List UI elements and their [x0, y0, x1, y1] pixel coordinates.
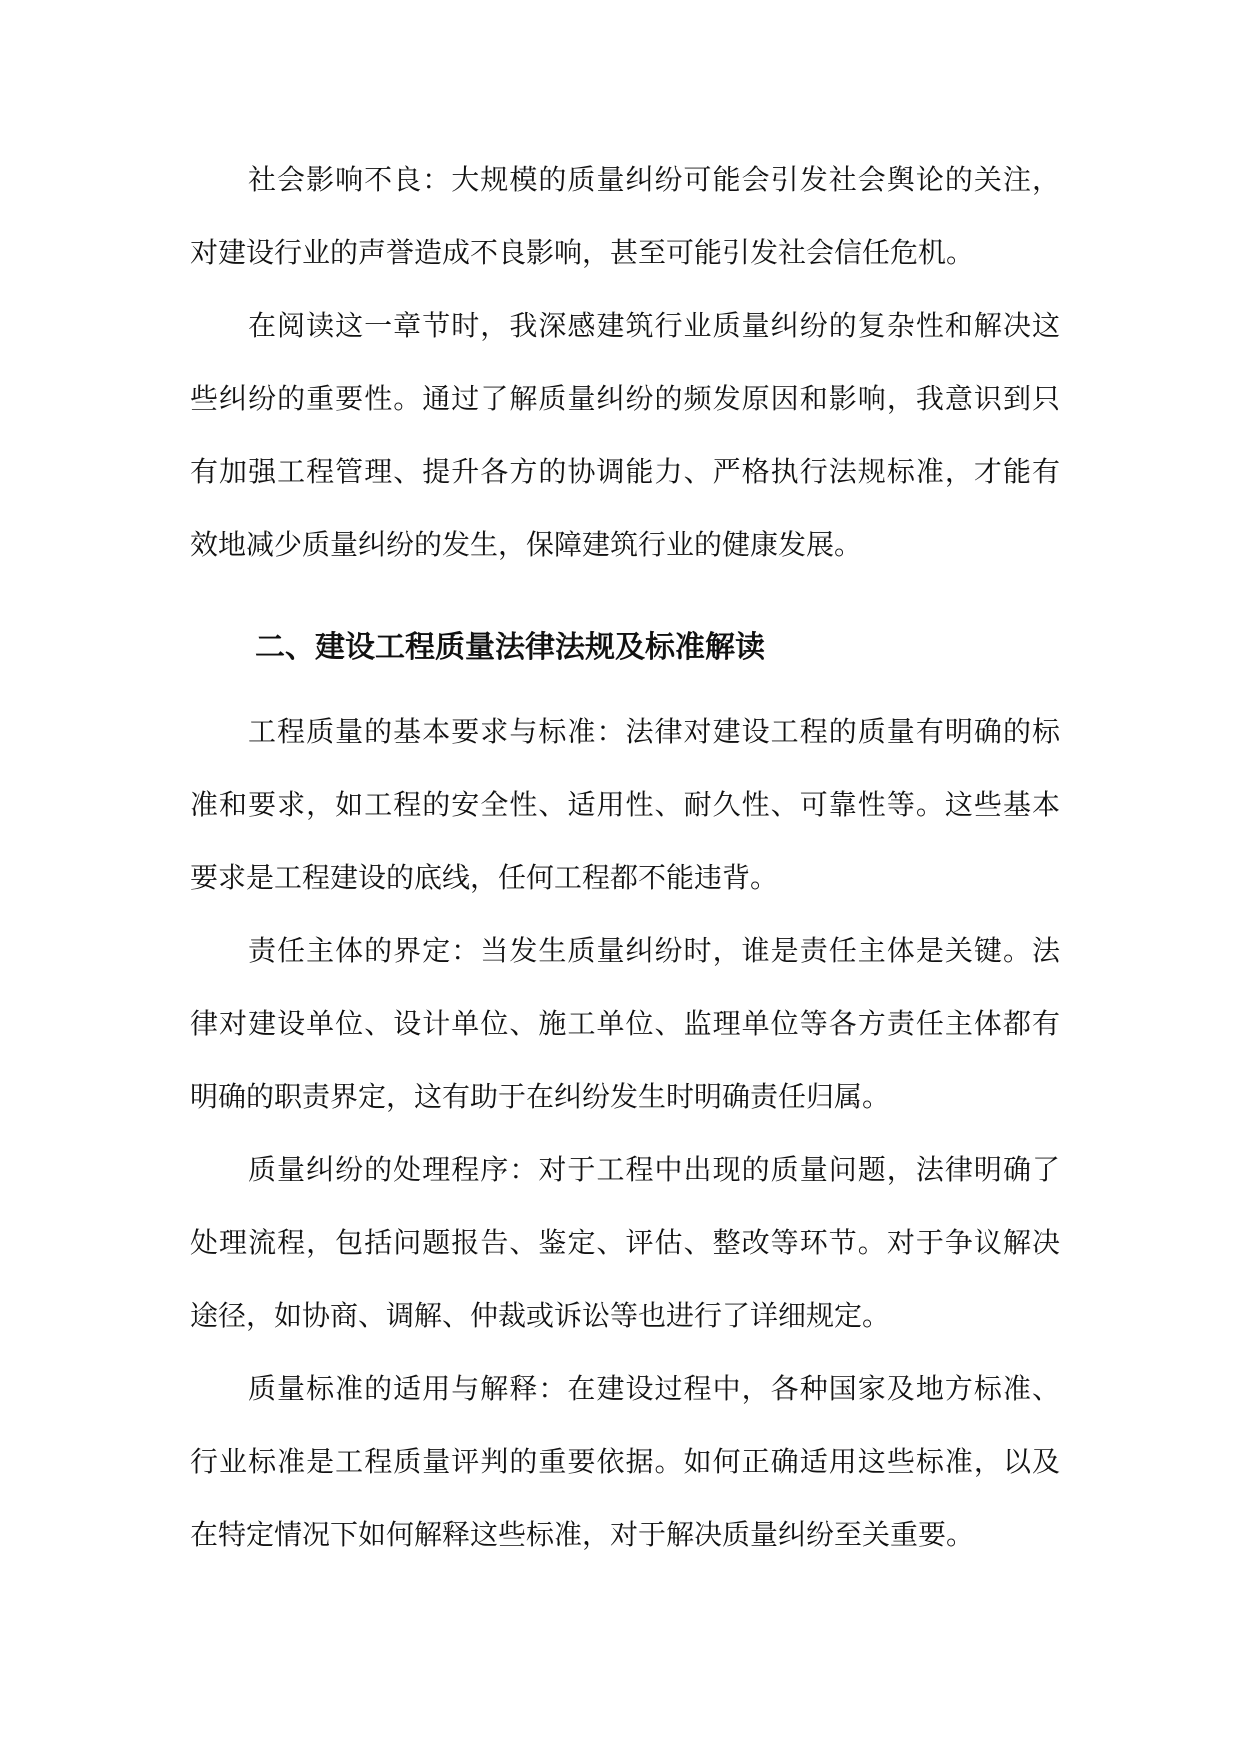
text-line: 要求是工程建设的底线，任何工程都不能违背。 — [190, 861, 779, 894]
document-body — [190, 143, 1060, 1571]
paragraph-basic-requirements — [190, 695, 1060, 914]
text-line: 质量纠纷的处理程序：对于工程中出现的质量问题，法律明确了 — [248, 1153, 1060, 1186]
paragraph-reading-reflection — [190, 289, 1060, 581]
text-line: 些纠纷的重要性。通过了解质量纠纷的频发原因和影响，我意识到只 — [190, 382, 1060, 415]
text-line: 社会影响不良：大规模的质量纠纷可能会引发社会舆论的关注， — [248, 163, 1060, 196]
text-line: 处理流程，包括问题报告、鉴定、评估、整改等环节。对于争议解决 — [190, 1226, 1060, 1259]
text-line: 律对建设单位、设计单位、施工单位、监理单位等各方责任主体都有 — [190, 1007, 1060, 1040]
paragraph-responsibility — [190, 914, 1060, 1133]
text-line: 责任主体的界定：当发生质量纠纷时，谁是责任主体是关键。法 — [248, 934, 1060, 967]
text-line: 效地减少质量纠纷的发生，保障建筑行业的健康发展。 — [190, 528, 863, 561]
text-line: 在特定情况下如何解释这些标准，对于解决质量纠纷至关重要。 — [190, 1518, 975, 1551]
text-line: 准和要求，如工程的安全性、适用性、耐久性、可靠性等。这些基本 — [190, 788, 1060, 821]
text-line: 途径，如协商、调解、仲裁或诉讼等也进行了详细规定。 — [190, 1299, 891, 1332]
text-line: 行业标准是工程质量评判的重要依据。如何正确适用这些标准，以及 — [190, 1445, 1060, 1478]
text-line: 质量标准的适用与解释：在建设过程中，各种国家及地方标准、 — [248, 1372, 1060, 1405]
text-line: 在阅读这一章节时，我深感建筑行业质量纠纷的复杂性和解决这 — [248, 309, 1060, 342]
text-line: 明确的职责界定，这有助于在纠纷发生时明确责任归属。 — [190, 1080, 891, 1113]
text-line: 工程质量的基本要求与标准：法律对建设工程的质量有明确的标 — [248, 715, 1060, 748]
paragraph-social-impact — [190, 143, 1060, 289]
text-line: 对建设行业的声誉造成不良影响，甚至可能引发社会信任危机。 — [190, 236, 975, 269]
text-line: 有加强工程管理、提升各方的协调能力、严格执行法规标准，才能有 — [190, 455, 1060, 488]
paragraph-standards — [190, 1352, 1060, 1571]
paragraph-procedure — [190, 1133, 1060, 1352]
section-heading: 二、建设工程质量法律法规及标准解读 — [255, 630, 765, 665]
